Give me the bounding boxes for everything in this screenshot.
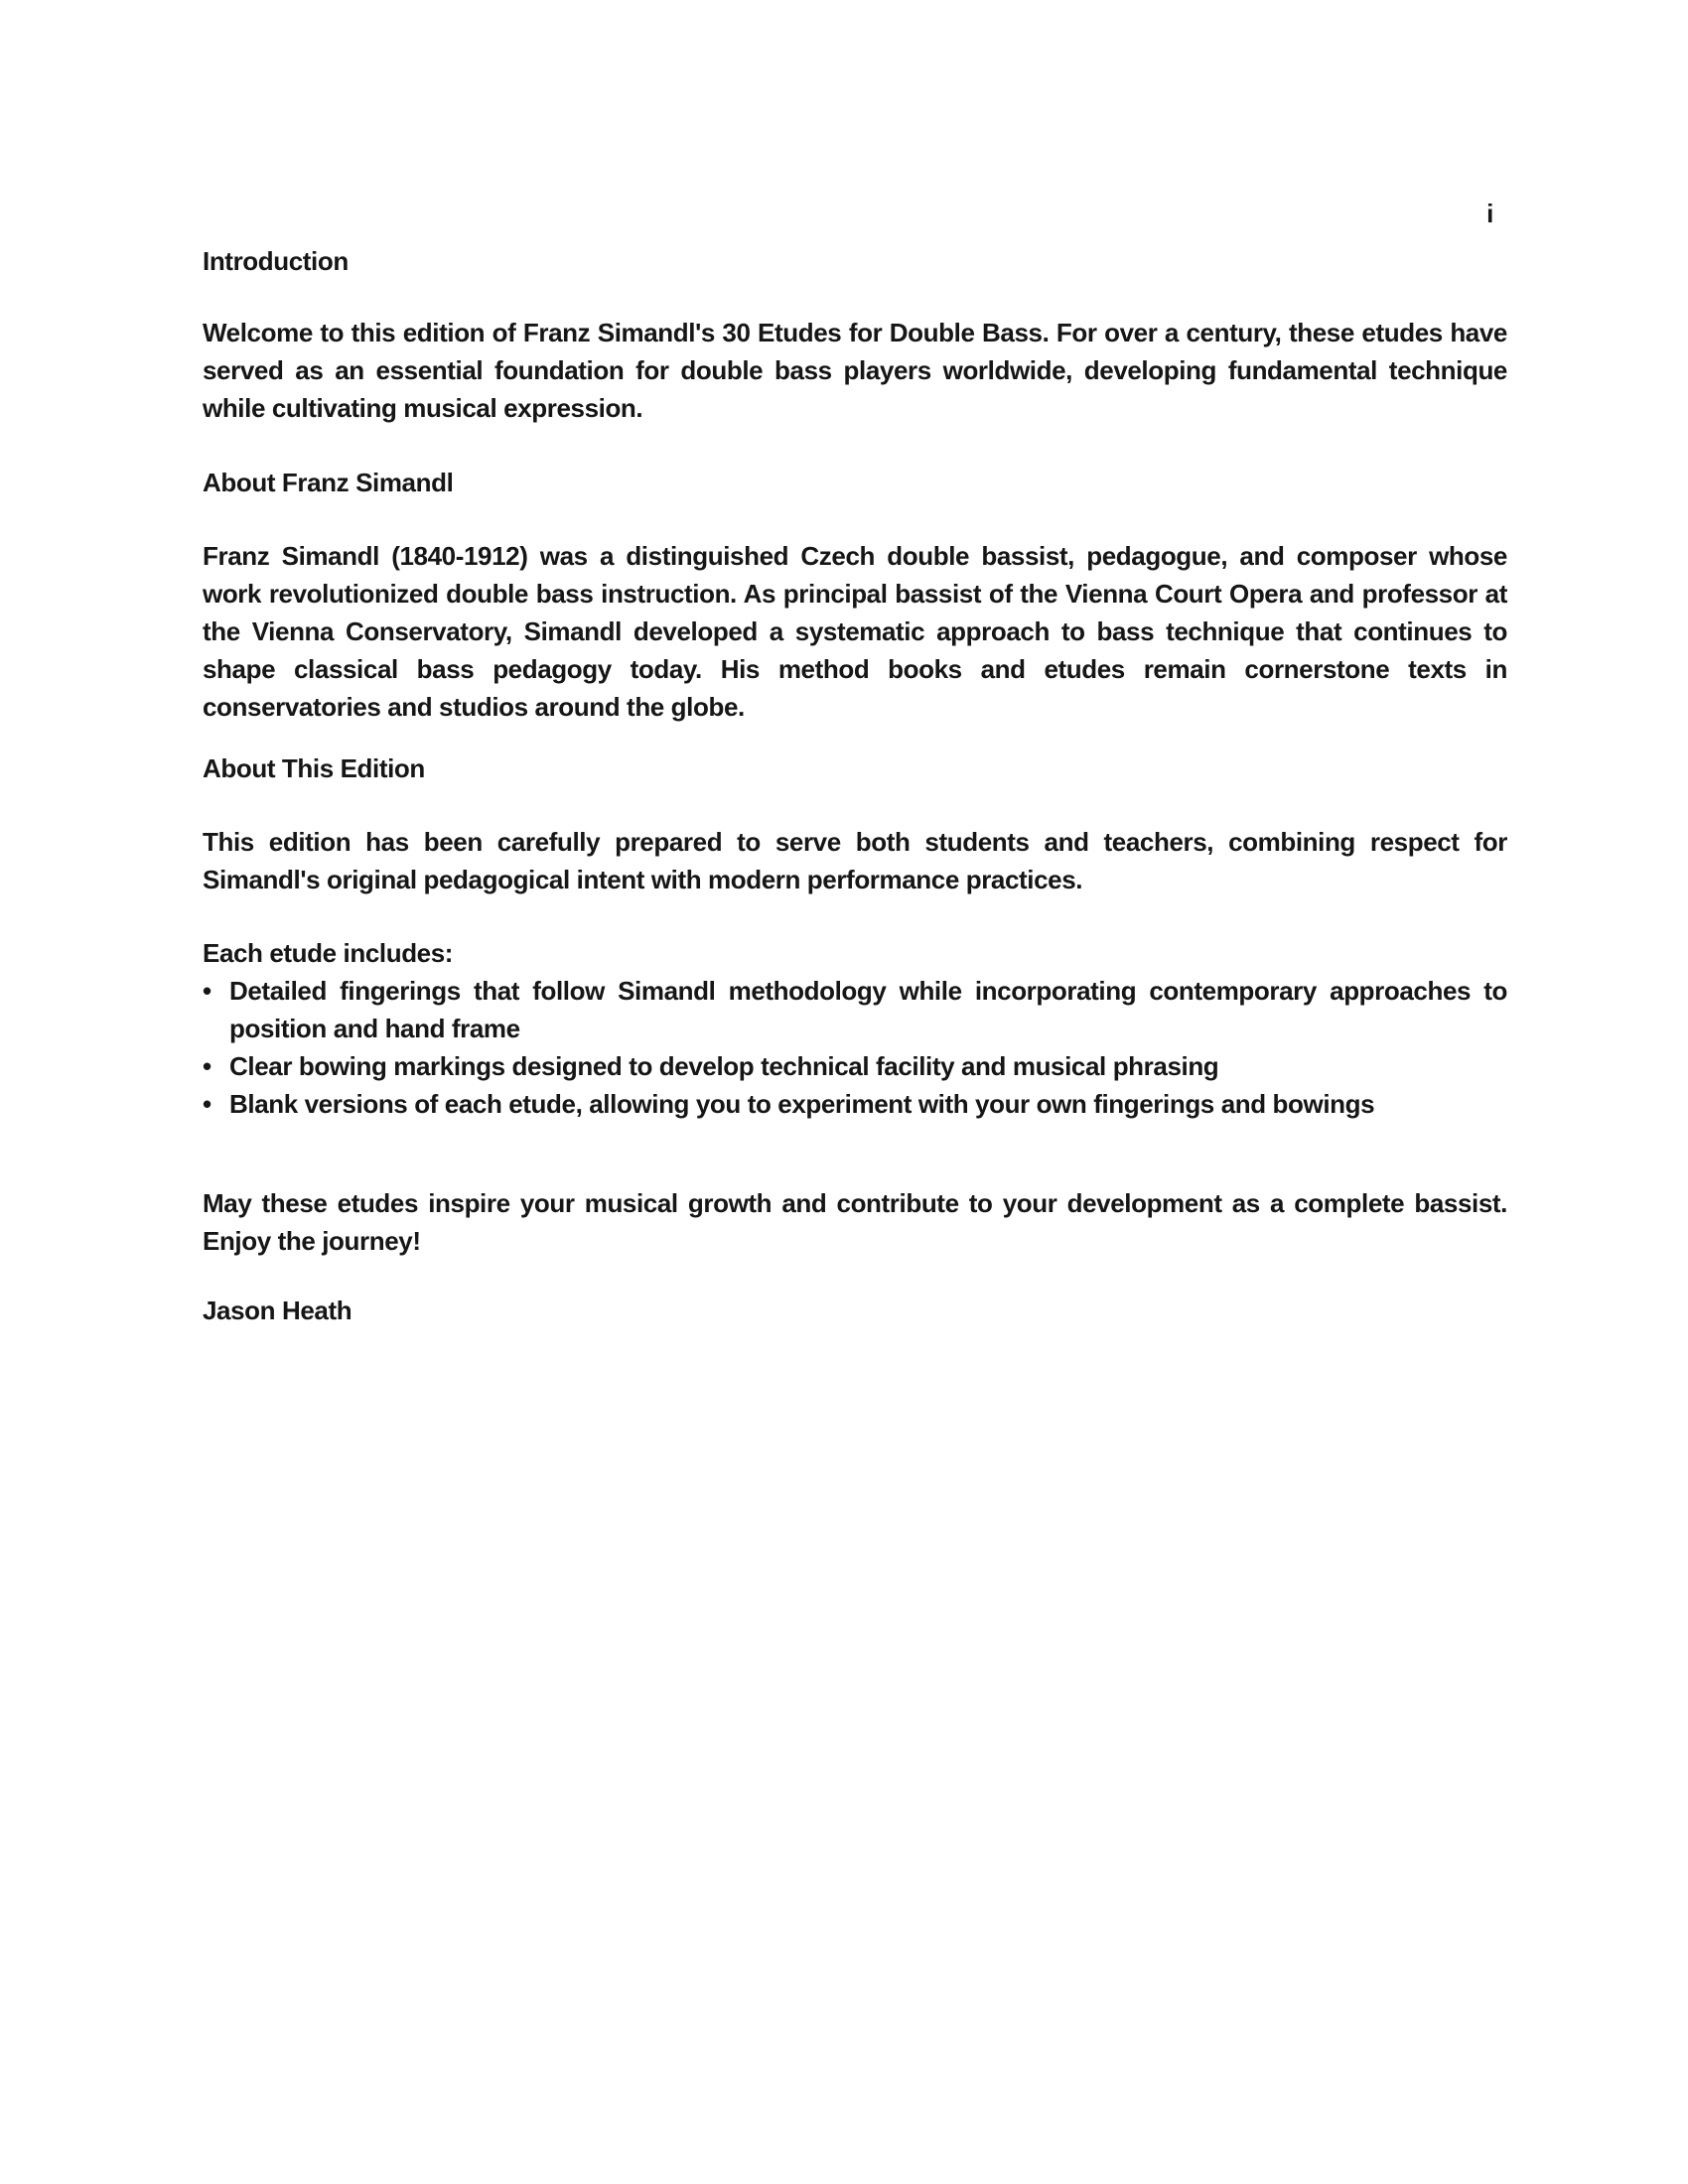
paragraph-edition: This edition has been carefully prepared to serve both students and teachers, combining respect for Simandl's original pedagogical intent with modern performance practices. <box>203 827 1507 894</box>
list-item-text: Blank versions of each etude, allowing you to experiment with your own fingerings and bowings <box>229 1089 1375 1119</box>
list-item-text: Clear bowing markings designed to develop technical facility and musical phrasing <box>229 1051 1219 1081</box>
bullet-icon: • <box>203 1051 211 1081</box>
paragraph-closing: May these etudes inspire your musical growth and contribute to your development as a complete bassist. Enjoy the journey! <box>203 1188 1507 1256</box>
section-heading-about-franz-simandl: About Franz Simandl <box>203 468 454 497</box>
signature: Jason Heath <box>203 1296 352 1325</box>
etude-features-list <box>203 972 1507 1123</box>
list-item <box>203 1085 1507 1123</box>
list-item <box>203 1047 1507 1085</box>
bullet-icon: • <box>203 1089 211 1119</box>
list-item <box>203 972 1507 1047</box>
page-number: i <box>1486 199 1493 228</box>
paragraph-simandl-bio: Franz Simandl (1840-1912) was a distinguished Czech double bassist, pedagogue, and composer whose work revolutionized double bass instruction. As principal bassist of the Vienna Court Opera and professor at the Vienna Conservatory, Simandl developed a systematic approach to bass technique that continues to shape classical bass pedagogy today. His method books and etudes remain cornerstone texts in conservatories and studios around the globe. <box>203 541 1507 722</box>
paragraph-welcome: Welcome to this edition of Franz Simandl's 30 Etudes for Double Bass. For over a century, these etudes have served as an essential foundation for double bass players worldwide, developing fundamental technique while cultivating musical expression. <box>203 318 1507 423</box>
section-heading-introduction: Introduction <box>203 246 349 276</box>
bullet-icon: • <box>203 976 211 1006</box>
document-content <box>203 195 1507 1329</box>
section-heading-about-this-edition: About This Edition <box>203 753 425 783</box>
list-intro: Each etude includes: <box>203 938 454 968</box>
list-item-text: Detailed fingerings that follow Simandl methodology while incorporating contemporary approaches to position and hand frame <box>229 976 1507 1043</box>
